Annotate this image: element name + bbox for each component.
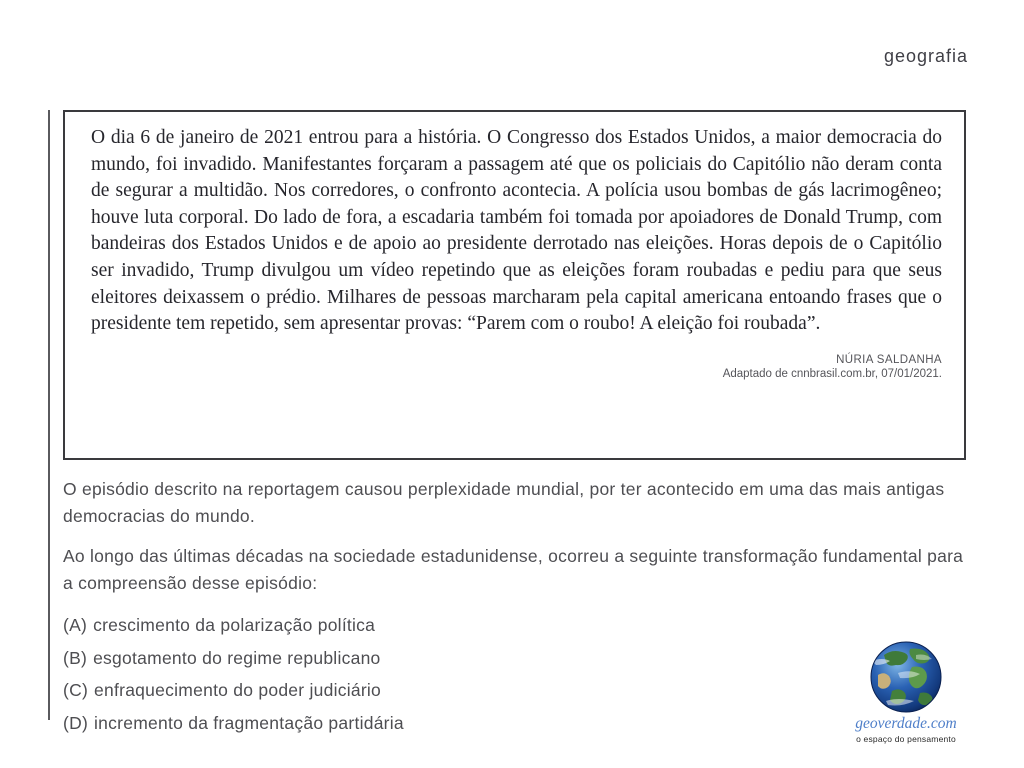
earth-globe-icon xyxy=(870,641,942,713)
subject-header-label: geografia xyxy=(883,46,968,66)
answer-options xyxy=(63,614,973,734)
site-logo xyxy=(844,641,968,744)
logo-site-name: geoverdade.com xyxy=(855,715,957,732)
option-d-label: (D) xyxy=(63,712,89,733)
question-intro: O episódio descrito na reportagem causou perplexidade mundial, por ter acontecido em uma das mais antigas democracias do mundo. xyxy=(63,479,945,526)
quote-box xyxy=(63,110,966,460)
option-b xyxy=(63,647,973,669)
option-b-label: (B) xyxy=(63,647,88,668)
option-c-label: (C) xyxy=(63,680,89,700)
quote-paragraph: O dia 6 de janeiro de 2021 entrou para a história. O Congresso dos Estados Unidos, a maior democracia do mundo, foi invadido. Manifestantes forçaram a passagem até que os policiais do Capitólio não deram conta de segurar a multidão. Nos corredores, o confronto acontecia. A polícia usou bombas de gás lacrimogêneo; houve luta corporal. Do lado de fora, a escadaria também foi tomada por apoiadores de Donald Trump, com bandeiras dos Estados Unidos e de apoio ao presidente derrotado nas eleições. Horas depois de o Capitólio ser invadido, Trump divulgou um vídeo repetindo que as eleições foram roubadas e pediu para que seus eleitores deixassem o prédio. Milhares de pessoas marcharam pela capital americana entoando frases que o presidente tem repetido, sem apresentar provas: “Parem com o roubo! A eleição foi roubada”. xyxy=(91,127,942,335)
option-d xyxy=(63,712,973,734)
left-margin-rule xyxy=(48,110,50,720)
option-a-label: (A) xyxy=(63,615,88,635)
question-area xyxy=(63,476,973,744)
option-a-text: crescimento da polarização política xyxy=(93,615,376,635)
attribution-source: Adaptado de cnnbrasil.com.br, 07/01/2021. xyxy=(722,367,942,380)
option-b-text: esgotamento do regime republicano xyxy=(93,647,381,668)
option-c xyxy=(63,679,973,701)
attribution-author: NÚRIA SALDANHA xyxy=(836,353,942,366)
option-c-text: enfraquecimento do poder judiciário xyxy=(94,680,382,700)
option-d-text: incremento da fragmentação partidária xyxy=(94,712,404,733)
logo-tagline: o espaço do pensamento xyxy=(856,734,956,744)
quote-attribution xyxy=(91,354,942,380)
option-a xyxy=(63,614,973,636)
question-stem: Ao longo das últimas décadas na sociedade estadunidense, ocorreu a seguinte transformação fundamental para a compreensão desse episódio: xyxy=(63,546,964,593)
